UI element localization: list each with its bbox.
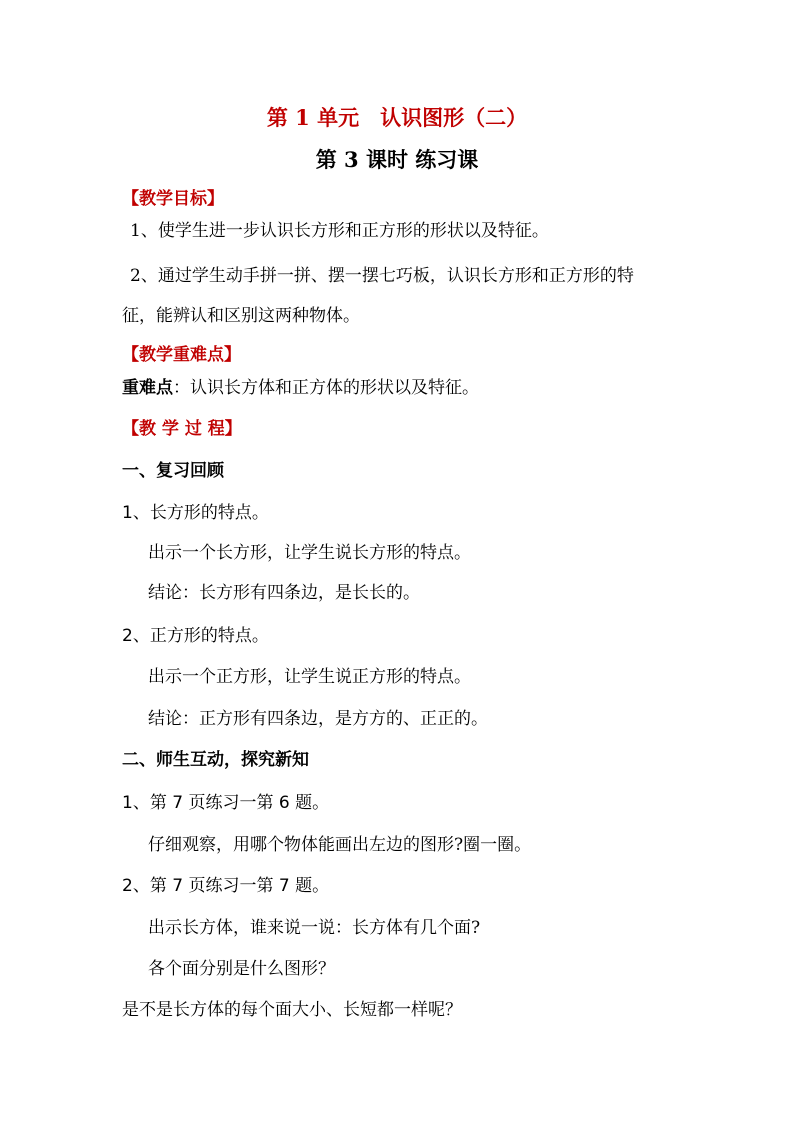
exercise-item-2-text-c: 题。 xyxy=(289,876,330,896)
exercise-item-2-text-b: 页练习一第 xyxy=(183,876,279,896)
exercise-item-1 xyxy=(122,792,329,814)
part2-title: 二、师生互动，探究新知 xyxy=(122,750,309,770)
process-heading: 【教 学 过 程】 xyxy=(122,419,242,439)
exercise-item-2-detail-2: 各个面分别是什么图形？ xyxy=(148,959,335,979)
review-item-1 xyxy=(122,502,269,524)
objective-item-2-continued: 征，能辨认和区别这两种物体。 xyxy=(122,306,360,326)
key-points-text: ：认识长方体和正方体的形状以及特征。 xyxy=(173,378,479,398)
key-points-line xyxy=(122,377,479,399)
objectives-heading: 【教学目标】 xyxy=(122,189,224,209)
exercise-item-2-detail-1: 出示长方体，谁来说一说：长方体有几个面? xyxy=(148,918,481,938)
exercise-item-2-number: 2 xyxy=(122,876,133,896)
exercise-item-1-detail: 仔细观察，用哪个物体能画出左边的图形?圈一圈。 xyxy=(148,835,532,855)
exercise-item-2-problem-number: 7 xyxy=(278,876,290,896)
exercise-item-2-text-a: 、第 xyxy=(132,876,173,896)
objective-item-1: 1、使学生进一步认识长方形和正方形的形状以及特征。 xyxy=(130,221,549,241)
exercise-item-1-page: 7 xyxy=(172,793,184,813)
review-item-2-conclusion: 结论：正方形有四条边，是方方的、正正的。 xyxy=(148,709,488,729)
key-points-label: 重难点 xyxy=(122,378,173,398)
part1-title: 一、复习回顾 xyxy=(122,461,224,481)
exercise-item-1-problem-number: 6 xyxy=(278,793,290,813)
review-item-1-text: 、长方形的特点。 xyxy=(132,503,269,523)
unit-title: 第 1 单元 认识图形（二） xyxy=(266,105,528,130)
exercise-item-2 xyxy=(122,875,329,897)
exercise-item-1-text-b: 页练习一第 xyxy=(183,793,279,813)
review-item-2-text: 、正方形的特点。 xyxy=(132,626,269,646)
exercise-item-2-detail-3: 是不是长方体的每个面大小、长短都一样呢？ xyxy=(122,1000,462,1020)
exercise-item-2-page: 7 xyxy=(172,876,184,896)
review-item-2-number: 2 xyxy=(122,626,133,646)
review-item-2-show: 出示一个正方形，让学生说正方形的特点。 xyxy=(148,667,471,687)
lesson-title: 第 3 课时 练习课 xyxy=(315,147,479,172)
exercise-item-1-number: 1 xyxy=(122,793,133,813)
review-item-1-show: 出示一个长方形，让学生说长方形的特点。 xyxy=(148,543,471,563)
exercise-item-1-text-c: 题。 xyxy=(289,793,330,813)
review-item-1-conclusion: 结论：长方形有四条边，是长长的。 xyxy=(148,583,420,603)
exercise-item-1-text-a: 、第 xyxy=(132,793,173,813)
review-item-2 xyxy=(122,625,269,647)
key-points-heading: 【教学重难点】 xyxy=(122,345,241,365)
objective-item-2: 2、通过学生动手拼一拼、摆一摆七巧板，认识长方形和正方形的特 xyxy=(130,266,634,286)
review-item-1-number: 1 xyxy=(122,503,133,523)
